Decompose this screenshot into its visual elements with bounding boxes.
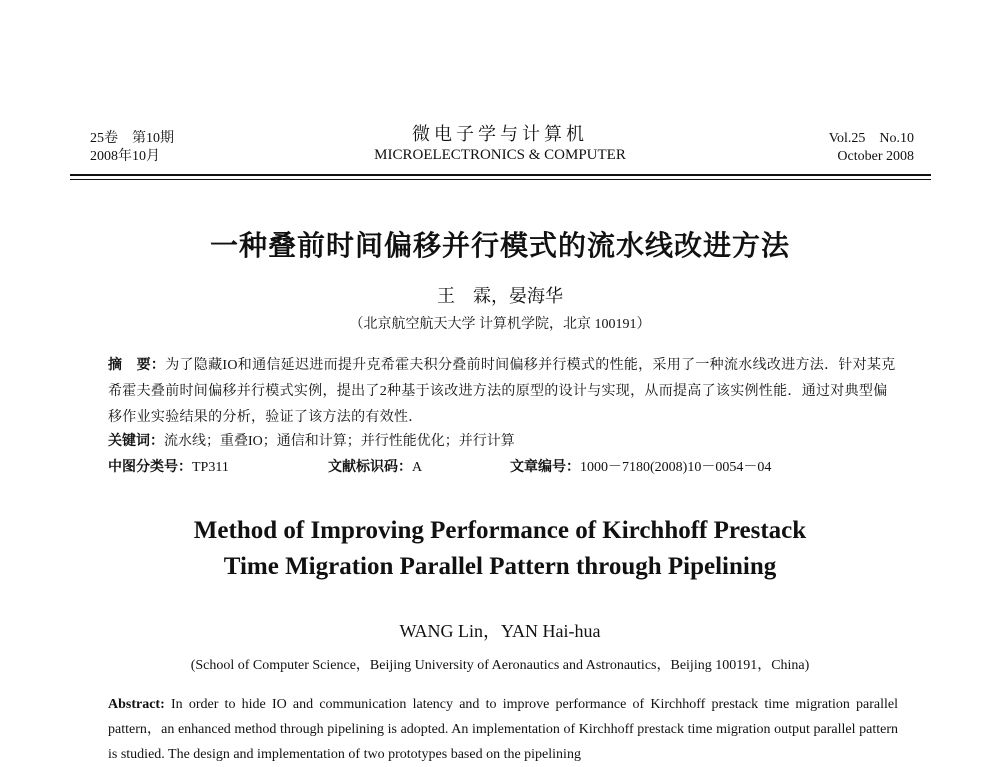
volume-issue-en: Vol.25 No.10 [828, 131, 914, 146]
date-en: October 2008 [837, 149, 914, 164]
doc-value: A [412, 460, 423, 475]
abstract-cn-text: 为了隐藏IO和通信延迟进而提升克希霍夫积分叠前时间偏移并行模式的性能，采用了一种流水线改进方法．针对某克希霍夫叠前时间偏移并行模式实例，提出了2种基于该改进方法的原型的设计与实现，从而提高了该实例性能．通过对典型偏移作业实验结果的分析，验证了该方法的有效性． [108, 358, 896, 425]
date-cn: 2008年10月 [90, 149, 160, 164]
keywords-cn [108, 430, 898, 453]
journal-name-cn: 微电子学与计算机 [412, 124, 588, 144]
header-rule-thin [70, 179, 931, 180]
header-right [829, 130, 914, 166]
abstract-en [108, 692, 898, 767]
article-number [510, 456, 771, 479]
paper-title-en [0, 513, 1000, 585]
abstract-en-text: In order to hide IO and communication latency and to improve performance of Kirchhoff prestack time migration parallel pattern，an enhanced method through pipelining is adopted. An implementation of Kirchhoff prestack time migration output parallel pattern is studied. The design and implementation of two prototypes based on the pipelining [108, 697, 898, 762]
paper-title-cn: 一种叠前时间偏移并行模式的流水线改进方法 [209, 229, 790, 262]
abstract-en-label: Abstract: [108, 697, 165, 712]
keywords-cn-label: 关键词： [108, 433, 164, 449]
header-left [90, 130, 174, 166]
journal-name-en: MICROELECTRONICS & COMPUTER [374, 147, 626, 163]
paper-title-en-line2: Time Migration Parallel Pattern through Pipelining [223, 553, 777, 580]
header-rule-thick [70, 174, 931, 176]
clc-number [108, 456, 229, 479]
article-value: 1000－7180(2008)10－0054－04 [580, 460, 772, 475]
article-label: 文章编号： [510, 459, 580, 475]
abstract-cn-label: 摘 要： [108, 357, 166, 373]
affiliation-en: (School of Computer Science，Beijing University of Aeronautics and Astronautics，Beijing 100191，China) [190, 658, 810, 673]
journal-name [300, 123, 700, 165]
clc-label: 中图分类号： [108, 459, 192, 475]
document-code [328, 456, 422, 479]
affiliation-cn: （北京航空航天大学 计算机学院，北京 100191） [349, 317, 651, 332]
volume-issue-cn: 25卷 第10期 [90, 131, 174, 146]
authors-cn: 王 霖，晏海华 [437, 286, 563, 306]
keywords-cn-text: 流水线；重叠IO；通信和计算；并行性能优化；并行计算 [164, 434, 515, 449]
authors-en: WANG Lin，YAN Hai-hua [399, 621, 601, 641]
abstract-cn [108, 352, 898, 431]
clc-value: TP311 [192, 460, 229, 475]
doc-label: 文献标识码： [328, 459, 412, 475]
paper-title-en-line1: Method of Improving Performance of Kirchhoff Prestack [193, 517, 807, 544]
